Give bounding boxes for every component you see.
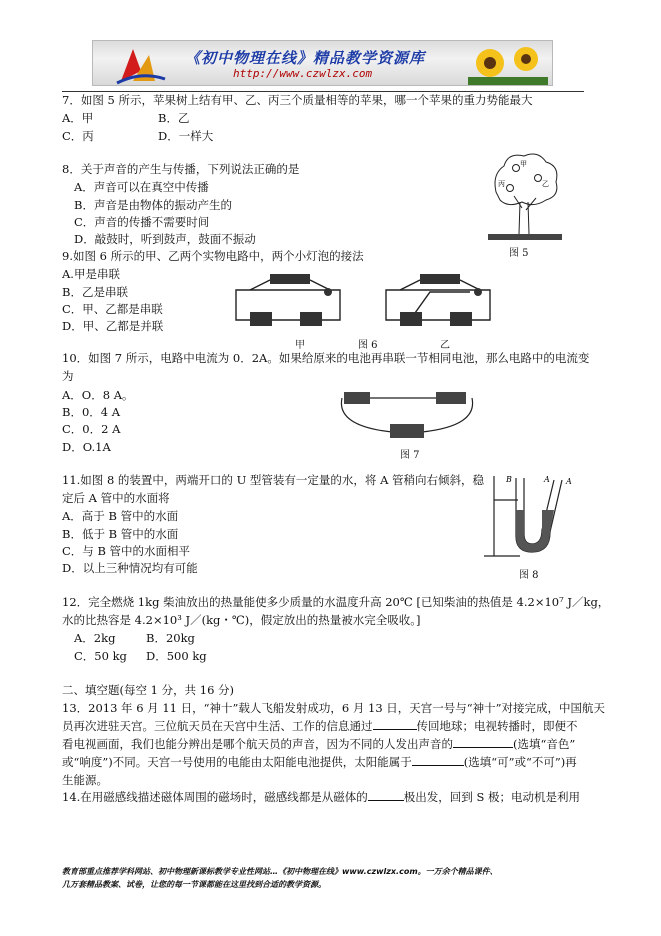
q13-blank-3[interactable]: [412, 754, 464, 766]
q14-line1-text-a: 14.在用磁感线描述磁体周围的磁场时，磁感线都是从磁体的: [62, 790, 368, 804]
q13-line2: [62, 718, 578, 734]
q14-line1-text-b: 极出发，回到 S 极；电动机是利用: [403, 790, 580, 804]
header-banner: [92, 40, 553, 86]
q11-option-a: A．高于 B 管中的水面: [62, 509, 179, 523]
q11-option-c: C．与 B 管中的水面相平: [62, 544, 191, 558]
q8-option-c: C．声音的传播不需要时间: [74, 215, 210, 229]
q12-stem-line1: 12．完全燃烧 1kg 柴油放出的热量能使多少质量的水温度升高 20℃ [已知柴油的热值是 4.2×10⁷ J／kg，: [62, 595, 610, 609]
q8-stem: 8．关于声音的产生与传播，下列说法正确的是: [62, 162, 300, 176]
fig6-caption: 图 6: [358, 340, 378, 351]
q13-line4-text-a: 或“响度”)不同。天宫一号使用的电能由太阳能电池提供，太阳能属于: [62, 755, 412, 769]
q12-option-c: C．50 kg: [74, 649, 127, 663]
figure-8-u-tube: [480, 470, 580, 562]
q9-stem: 9.如图 6 所示的甲、乙两个实物电路中，两个小灯泡的接法: [62, 249, 364, 263]
fig5-label-jia: 甲: [520, 160, 527, 168]
fig8-label-a-prime: A: [566, 477, 572, 486]
q11-option-d: D．以上三种情况均有可能: [62, 561, 198, 575]
q14-line1: [62, 789, 580, 805]
q8-option-d: D．敲鼓时，听到鼓声，鼓面不振动: [74, 232, 256, 246]
footer-line1: 教育部重点推荐学科网站、初中物理新课标教学专业性网站…《初中物理在线》www.czwlzx.com。一万余个精品课件、: [62, 867, 498, 876]
q13-blank-2[interactable]: [453, 736, 513, 748]
q9-option-d: D．甲、乙都是并联: [62, 319, 164, 333]
q9-option-a: A.甲是串联: [62, 267, 120, 281]
q12-option-d: D．500 kg: [146, 649, 207, 663]
sunflower-icon: [468, 41, 548, 86]
fig6-label-left: 甲: [295, 340, 305, 351]
q13-line3-text-a: 看电视画面，我们也能分辨出是哪个航天员的声音，因为不同的人发出声音的: [62, 737, 453, 751]
fig7-caption: 图 7: [400, 450, 420, 461]
q7-stem: 7．如图 5 所示，苹果树上结有甲、乙、丙三个质量相等的苹果，哪一个苹果的重力势能最大: [62, 93, 533, 107]
section-2-title: 二、填空题(每空 1 分，共 16 分): [62, 683, 235, 697]
q11-option-b: B．低于 B 管中的水面: [62, 527, 179, 541]
fig6-label-right: 乙: [440, 340, 450, 351]
q8-option-a: A．声音可以在真空中传播: [74, 180, 209, 194]
q7-option-b: B．乙: [158, 111, 190, 125]
q10-stem-line1: 10．如图 7 所示，电路中电流为 0．2A。如果给原来的电池再串联一节相同电池，那么电路中的电流变: [62, 351, 590, 365]
q11-stem-line2: 定后 A 管中的水面将: [62, 491, 170, 505]
q13-line2-text-a: 员再次进驻天宫。三位航天员在天宫中生活、工作的信息通过: [62, 719, 373, 733]
q12-stem-line2: 水的比热容是 4.2×10³ J／(kg・℃)，假定放出的热量被水完全吸收。]: [62, 613, 421, 627]
figure-6-circuits: [230, 270, 590, 332]
banner-url[interactable]: http://www.czwlzx.com: [233, 67, 373, 80]
q9-option-b: B．乙是串联: [62, 285, 128, 299]
q10-option-d: D．O.1A: [62, 440, 111, 454]
banner-title: 《初中物理在线》精品教学资源库: [185, 49, 426, 67]
q13-line1: 13．2013 年 6 月 11 日，“神十”载人飞船发射成功，6 月 13 日，天宫一号与“神十”对接完成，中国航天: [62, 701, 606, 715]
q13-line4-text-b: (选填“可”或“不可”)再: [463, 755, 577, 769]
q10-option-c: C．0．2 A: [62, 422, 121, 436]
fig8-caption: 图 8: [519, 570, 539, 581]
q7-option-a: A．甲: [62, 111, 94, 125]
q13-line3-text-b: (选填“音色”: [513, 737, 576, 751]
q12-option-b: B．20kg: [146, 631, 195, 645]
footer-line2: 几万套精品教案、试卷，让您的每一节课都能在这里找到合适的教学资源。: [62, 880, 326, 889]
q10-stem-line2: 为: [62, 369, 74, 383]
fig8-label-a: A: [544, 475, 550, 484]
q10-option-a: A．O．8 A。: [62, 388, 134, 402]
q10-option-b: B．0．4 A: [62, 405, 121, 419]
q13-line5: 生能源。: [62, 773, 108, 787]
q13-line2-text-b: 传回地球；电视转播时，即便不: [416, 719, 578, 733]
q13-blank-1[interactable]: [373, 718, 417, 730]
q13-line4: [62, 754, 577, 770]
q7-option-c: C．丙: [62, 129, 94, 143]
q14-blank-1[interactable]: [368, 789, 404, 801]
fig5-label-bing: 丙: [498, 180, 505, 188]
fig8-label-b: B: [506, 475, 512, 484]
figure-7-circuit: [332, 386, 482, 442]
figure-5-apple-tree: [486, 148, 564, 246]
q12-option-a: A．2kg: [74, 631, 116, 645]
q9-option-c: C．甲、乙都是串联: [62, 302, 163, 316]
q13-line3: [62, 736, 575, 752]
q7-option-d: D．一样大: [158, 129, 214, 143]
q8-option-b: B．声音是由物体的振动产生的: [74, 198, 232, 212]
q11-stem-line1: 11.如图 8 的装置中，两端开口的 U 型管装有一定量的水，将 A 管稍向右倾斜，稳: [62, 473, 485, 487]
fig5-label-yi: 乙: [542, 180, 549, 188]
logo-icon: [111, 41, 171, 86]
fig5-caption: 图 5: [509, 248, 529, 259]
